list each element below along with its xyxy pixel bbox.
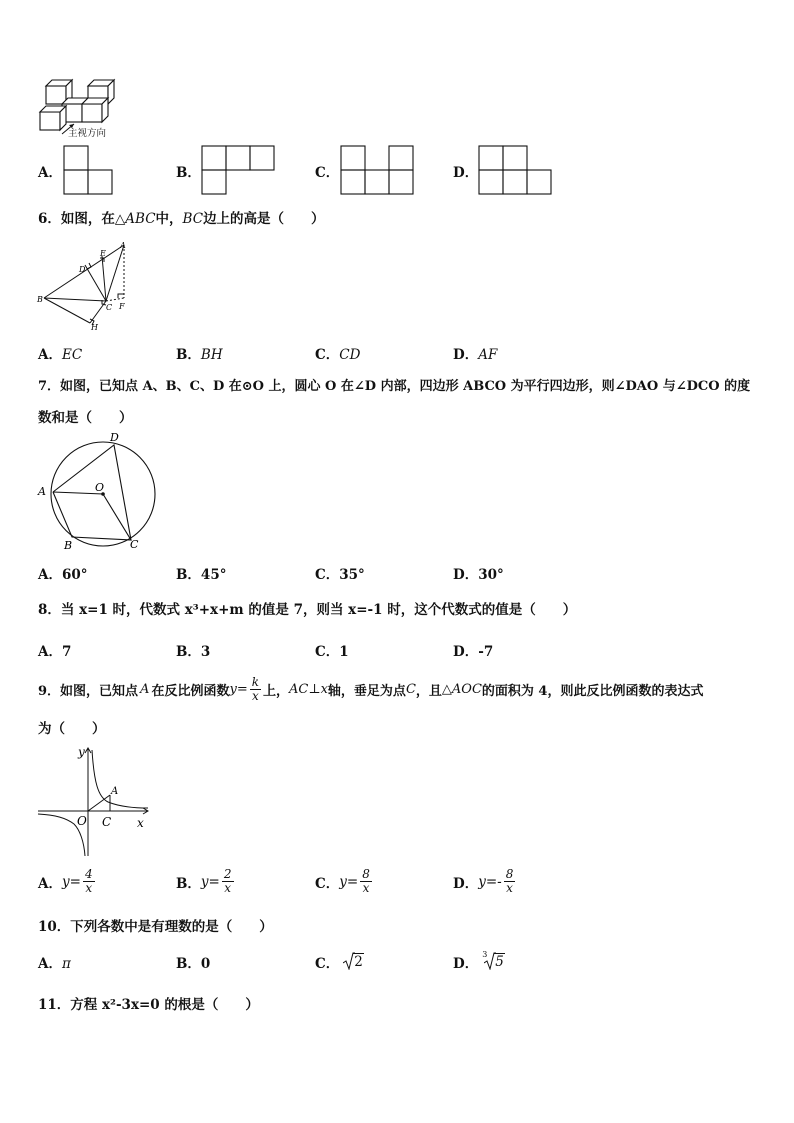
q8-option-a[interactable] xyxy=(38,640,71,660)
q9-option-c-denominator: x xyxy=(362,881,370,895)
q9-label-c: C xyxy=(102,815,112,829)
q5-option-c-label[interactable]: C． xyxy=(315,165,340,181)
q8-option-b-value: 3 xyxy=(200,644,211,660)
q7-label-d: D xyxy=(110,431,119,444)
q9-stem-e: ，且 xyxy=(415,684,442,699)
q9-stem-y: y xyxy=(229,682,237,697)
q7-stem-line2: 数和是（ ） xyxy=(38,410,133,426)
q7-label-c: C xyxy=(130,538,139,551)
q6-stem-a: 6．如图，在 xyxy=(38,211,115,227)
sqrt-icon xyxy=(343,954,364,970)
q9-option-c-lhs: y= xyxy=(339,873,359,890)
q6-option-b-label: B． xyxy=(176,347,201,363)
q9-option-d-label: D． xyxy=(453,875,479,892)
q7-option-b-value: 45° xyxy=(200,567,227,583)
q6-option-d[interactable] xyxy=(453,343,497,363)
q6-option-d-value: AF xyxy=(478,347,498,363)
q6-option-d-label: D． xyxy=(453,347,479,363)
q10-option-d-label: D． xyxy=(453,956,479,972)
q9-stem-d: 轴，垂足为点 xyxy=(327,684,406,699)
q5-view-caption: 主视方向 xyxy=(68,128,107,139)
q9-option-b-lhs: y= xyxy=(200,873,220,890)
q8-option-c-label: C． xyxy=(315,644,340,660)
q8-option-d-label: D． xyxy=(453,644,479,660)
q9-label-a: A xyxy=(111,786,119,797)
q9-option-b-numerator: 2 xyxy=(223,867,232,881)
q9-option-b-label: B． xyxy=(176,875,201,892)
q8-option-b[interactable] xyxy=(176,640,210,660)
q7-option-a-label: A． xyxy=(38,567,62,583)
q6-option-c[interactable] xyxy=(315,343,360,363)
q8-option-c-value: 1 xyxy=(339,644,349,660)
q6-stem-bc: BC xyxy=(182,211,204,227)
q10-option-b-value: 0 xyxy=(200,956,211,972)
q7-label-b: B xyxy=(64,539,73,552)
q7-option-d[interactable] xyxy=(453,563,504,583)
q6-triangle-figure xyxy=(36,240,136,332)
q6-stem-c: 边上的高是（ ） xyxy=(203,211,325,227)
q9-label-y: y xyxy=(78,745,85,759)
q7-option-c[interactable] xyxy=(315,563,365,583)
q9-stem-point-a: A xyxy=(140,682,150,697)
q9-label-o: O xyxy=(77,814,87,828)
q9-stem-k: k xyxy=(251,675,259,689)
q9-hyperbola-figure xyxy=(36,742,154,858)
q7-label-o: O xyxy=(95,481,105,494)
q9-option-d[interactable] xyxy=(453,868,517,895)
q9-stem-point-c: C xyxy=(405,682,416,697)
q6-option-a-value: EC xyxy=(61,347,83,363)
q8-option-b-label: B． xyxy=(176,644,201,660)
q9-option-a-label: A． xyxy=(38,875,62,892)
q7-stem-line1: 7．如图，已知点 A、B、C、D 在⊙O 上，圆心 O 在∠D 内部，四边形 ABCO 为平行四边形，则∠DAO 与∠DCO 的度 xyxy=(38,379,751,394)
q10-option-c[interactable] xyxy=(315,952,364,972)
q8-option-d[interactable] xyxy=(453,640,493,660)
q9-label-x: x xyxy=(137,816,144,830)
q8-option-c[interactable] xyxy=(315,640,349,660)
q8-option-a-value: 7 xyxy=(61,644,72,660)
q9-option-c-label: C． xyxy=(315,875,340,892)
q6-option-a[interactable] xyxy=(38,343,82,363)
q5-option-b-figure xyxy=(201,145,277,195)
q5-option-d-figure xyxy=(478,145,554,195)
q5-option-a-label[interactable]: A． xyxy=(38,165,62,181)
q6-stem xyxy=(38,207,325,227)
q9-stem-x: x xyxy=(251,689,259,703)
q6-stem-b: 中， xyxy=(155,211,183,227)
q9-stem-fraction xyxy=(250,676,261,703)
q8-stem: 8．当 x=1 时，代数式 x³+x+m 的值是 7，则当 x=-1 时，这个代数式的值是（ ） xyxy=(38,602,577,618)
q9-stem-a: 9．如图，已知点 xyxy=(38,684,139,699)
q7-option-c-label: C． xyxy=(315,567,340,583)
q10-option-d[interactable] xyxy=(453,952,505,972)
q10-option-c-radicand: 2 xyxy=(354,954,363,970)
q9-stem-line2: 为（ ） xyxy=(38,721,106,737)
q6-option-c-value: CD xyxy=(339,347,361,363)
q7-circle-figure xyxy=(36,428,160,552)
q10-stem: 10．下列各数中是有理数的是（ ） xyxy=(38,919,273,935)
q7-label-a: A xyxy=(38,485,46,498)
q10-option-d-index: 3 xyxy=(482,950,488,959)
q9-option-d-lhs: y=- xyxy=(478,873,502,890)
q6-label-a: A xyxy=(120,241,126,250)
q9-option-a-lhs: y= xyxy=(61,873,81,890)
q9-option-b-denominator: x xyxy=(224,881,232,895)
q5-option-b-label[interactable]: B． xyxy=(176,165,201,181)
q5-option-c-figure xyxy=(340,145,416,195)
q9-option-d-denominator: x xyxy=(506,881,513,895)
q9-option-a-numerator: 4 xyxy=(84,867,93,881)
q6-option-c-label: C． xyxy=(315,347,340,363)
q6-label-c: C xyxy=(106,303,113,312)
q9-option-a[interactable] xyxy=(38,868,97,895)
q9-option-c-numerator: 8 xyxy=(362,867,370,881)
q6-option-b[interactable] xyxy=(176,343,223,363)
q10-option-b[interactable] xyxy=(176,952,210,972)
q9-stem-c: 上， xyxy=(263,684,290,699)
q10-option-a-value: π xyxy=(61,956,71,972)
q10-option-a-label: A． xyxy=(38,956,62,972)
q10-option-c-label: C． xyxy=(315,956,340,972)
q11-stem: 11．方程 x²-3x=0 的根是（ ） xyxy=(38,997,259,1013)
cube-root-icon xyxy=(482,950,505,970)
q9-option-a-denominator: x xyxy=(85,881,93,895)
q8-option-a-label: A． xyxy=(38,644,62,660)
q6-label-d: D xyxy=(79,265,86,274)
q10-option-b-label: B． xyxy=(176,956,201,972)
q6-label-h: H xyxy=(91,323,98,332)
q9-option-c[interactable] xyxy=(315,868,374,895)
q7-option-b[interactable] xyxy=(176,563,226,583)
q7-option-a-value: 60° xyxy=(61,567,88,583)
q7-option-d-value: 30° xyxy=(478,567,504,583)
q7-option-a[interactable] xyxy=(38,563,88,583)
q9-stem-line1 xyxy=(38,676,703,703)
q6-option-b-value: BH xyxy=(200,347,223,363)
q5-option-a-figure xyxy=(63,145,114,195)
q7-option-d-label: D． xyxy=(453,567,479,583)
q9-stem-ac: AC⊥x xyxy=(289,682,328,697)
q7-option-b-label: B． xyxy=(176,567,201,583)
q6-label-f: F xyxy=(119,302,125,311)
q6-stem-triangle: △ABC xyxy=(114,211,156,227)
q9-stem-aoc: △AOC xyxy=(441,682,482,697)
q10-option-a[interactable] xyxy=(38,952,71,972)
q9-stem-eq: = xyxy=(236,682,248,697)
q9-option-d-numerator: 8 xyxy=(505,867,514,881)
q7-option-c-value: 35° xyxy=(339,567,365,583)
q9-stem-f: 的面积为 4，则此反比例函数的表达式 xyxy=(481,684,704,699)
q6-label-b: B xyxy=(37,295,43,304)
q6-label-e: E xyxy=(100,249,106,258)
q9-stem-b: 在反比例函数 xyxy=(151,684,230,699)
q5-option-d-label[interactable]: D． xyxy=(453,165,479,181)
q6-option-a-label: A． xyxy=(38,347,62,363)
q8-option-d-value: -7 xyxy=(478,644,494,660)
q9-option-b[interactable] xyxy=(176,868,236,895)
q10-option-d-radicand: 5 xyxy=(495,954,504,970)
